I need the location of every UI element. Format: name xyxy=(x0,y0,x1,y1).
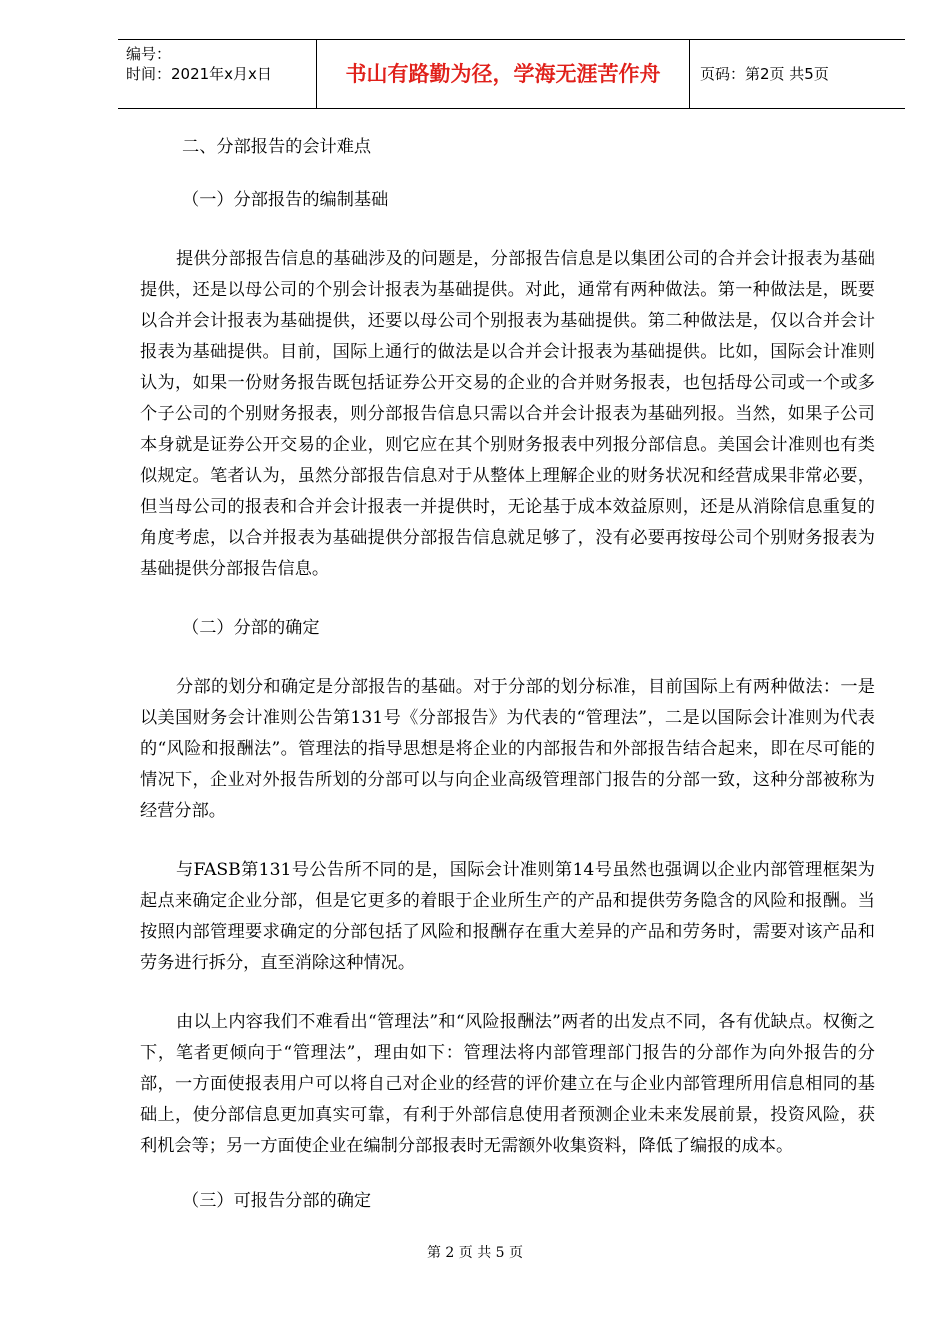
page-header xyxy=(118,39,905,109)
subsection-heading: （三）可报告分部的确定 xyxy=(182,1191,372,1211)
header-divider xyxy=(689,40,690,108)
header-page-number: 页码：第2页 共5页 xyxy=(700,65,829,83)
subsection-heading: （一）分部报告的编制基础 xyxy=(182,190,389,210)
body-paragraph: 分部的划分和确定是分部报告的基础。对于分部的划分标准，目前国际上有两种做法：一是以美国财务会计准则公告第131号《分部报告》为代表的“管理法”，二是以国际会计准则为代表的“风险和报酬法”。管理法的指导思想是将企业的内部报告和外部报告结合起来，即在尽可能的情况下，企业对外报告所划的分部可以与向企业高级管理部门报告的分部一致，这种分部被称为经营分部。 xyxy=(140,677,875,821)
document-time-label: 时间：2021年x月x日 xyxy=(126,65,272,83)
subsection-heading: （二）分部的确定 xyxy=(182,618,320,638)
body-paragraph: 由以上内容我们不难看出“管理法”和“风险报酬法”两者的出发点不同，各有优缺点。权衡之下，笔者更倾向于“管理法”，理由如下：管理法将内部管理部门报告的分部作为向外报告的分部，一方面使报表用户可以将自己对企业的经营的评价建立在与企业内部管理所用信息相同的基础上，使分部信息更加真实可靠，有利于外部信息使用者预测企业未来发展前景，投资风险，获利机会等；另一方面使企业在编制分部报表时无需额外收集资料，降低了编报的成本。 xyxy=(140,1012,875,1156)
header-meta xyxy=(126,44,316,84)
body-paragraph: 与FASB第131号公告所不同的是，国际会计准则第14号虽然也强调以企业内部管理框架为起点来确定企业分部，但是它更多的着眼于企业所生产的产品和提供劳务隐含的风险和报酬。当按照内部管理要求确定的分部包括了风险和报酬存在重大差异的产品和劳务时，需要对该产品和劳务进行拆分，直至消除这种情况。 xyxy=(140,860,875,973)
document-number-label: 编号： xyxy=(126,45,172,63)
page-footer: 第 2 页 共 5 页 xyxy=(426,1245,524,1261)
header-motto: 书山有路勤为径，学海无涯苦作舟 xyxy=(345,62,661,86)
body-paragraph: 提供分部报告信息的基础涉及的问题是，分部报告信息是以集团公司的合并会计报表为基础提供，还是以母公司的个别会计报表为基础提供。对此，通常有两种做法。第一种做法是，既要以合并会计报表为基础提供，还要以母公司个别报表为基础提供。第二种做法是，仅以合并会计报表为基础提供。目前，国际上通行的做法是以合并会计报表为基础提供。比如，国际会计准则认为，如果一份财务报告既包括证券公开交易的企业的合并财务报表，也包括母公司或一个或多个子公司的个别财务报表，则分部报告信息只需以合并会计报表为基础列报。当然，如果子公司本身就是证券公开交易的企业，则它应在其个别财务报表中列报分部信息。美国会计准则也有类似规定。笔者认为，虽然分部报告信息对于从整体上理解企业的财务状况和经营成果非常必要，但当母公司的报表和合并会计报表一并提供时，无论基于成本效益原则，还是从消除信息重复的角度考虑，以合并报表为基础提供分部报告信息就足够了，没有必要再按母公司个别财务报表为基础提供分部报告信息。 xyxy=(140,249,875,579)
document-body xyxy=(140,132,875,1217)
section-heading: 二、分部报告的会计难点 xyxy=(182,137,372,157)
